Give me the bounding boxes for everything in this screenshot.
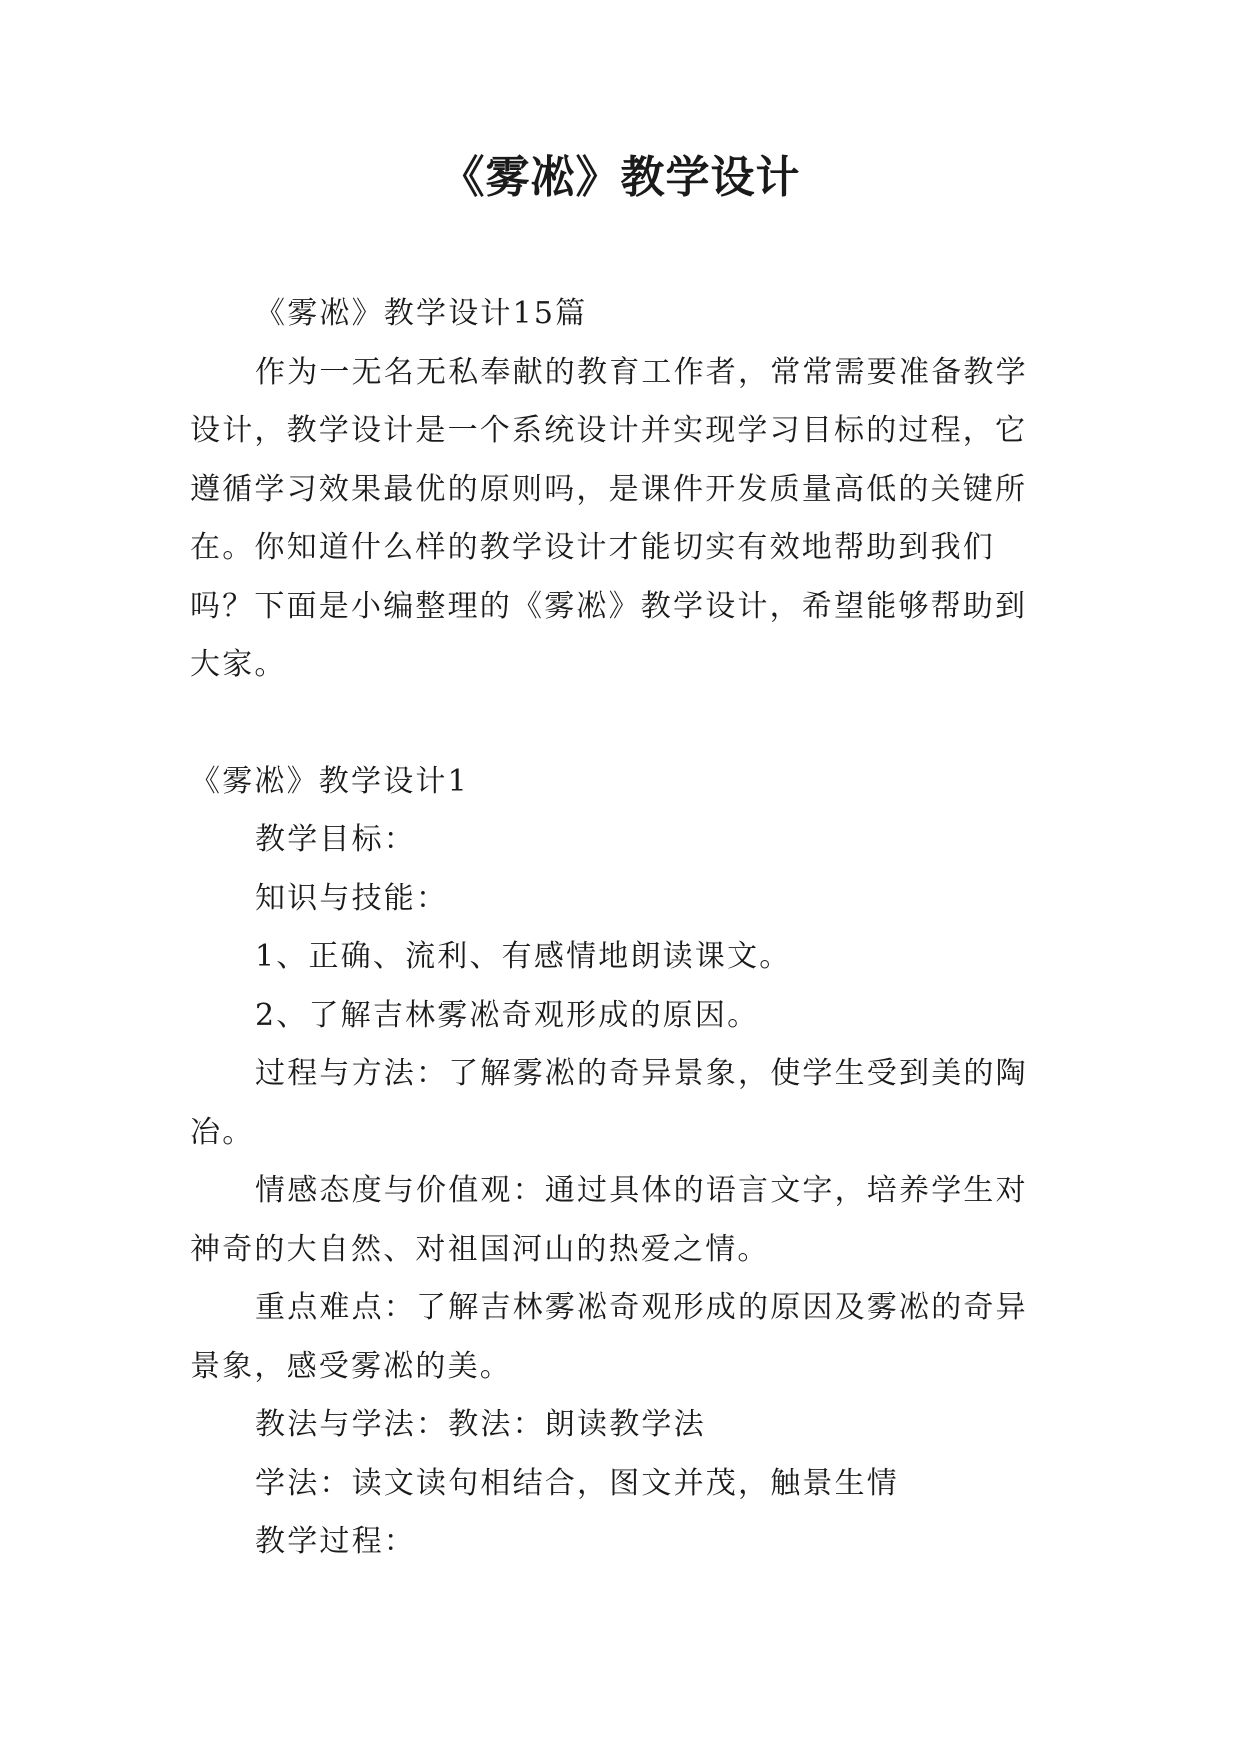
section-line: 重点难点：了解吉林雾凇奇观形成的原因及雾凇的奇异 <box>255 1290 1028 1325</box>
document-body <box>190 285 1060 1572</box>
intro-line: 遵循学习效果最优的原则吗，是课件开发质量高低的关键所 <box>190 471 1028 507</box>
intro-line: 设计，教学设计是一个系统设计并实现学习目标的过程，它 <box>190 413 1028 448</box>
section-line: 情感态度与价值观：通过具体的语言文字，培养学生对 <box>255 1173 1028 1208</box>
intro-line: 吗？下面是小编整理的《雾凇》教学设计，希望能够帮助到 <box>190 588 1028 624</box>
section-line: 2、了解吉林雾凇奇观形成的原因。 <box>255 997 760 1033</box>
intro-line: 作为一无名无私奉献的教育工作者，常常需要准备教学 <box>255 354 1028 390</box>
paragraph-spacer <box>190 695 1060 753</box>
section-heading: 《雾凇》教学设计1 <box>190 763 469 799</box>
section-line: 学法：读文读句相结合，图文并茂，触景生情 <box>255 1465 899 1501</box>
section-line: 景象，感受雾凇的美。 <box>190 1348 512 1384</box>
page-title: 《雾凇》教学设计 <box>440 152 801 203</box>
section-line: 教学过程： <box>255 1524 416 1559</box>
intro-line: 大家。 <box>190 647 287 682</box>
subtitle: 《雾凇》教学设计15篇 <box>255 296 588 331</box>
section-line: 教法与学法：教法：朗读教学法 <box>255 1407 706 1442</box>
section-line: 知识与技能： <box>255 880 449 916</box>
intro-line: 在。你知道什么样的教学设计才能切实有效地帮助到我们 <box>190 530 995 565</box>
section-line: 冶。 <box>190 1114 255 1150</box>
section-line: 1、正确、流利、有感情地朗读课文。 <box>255 939 792 974</box>
section-line: 神奇的大自然、对祖国河山的热爱之情。 <box>190 1231 770 1267</box>
section-line: 教学目标： <box>255 822 416 857</box>
section-line: 过程与方法：了解雾凇的奇异景象，使学生受到美的陶 <box>255 1056 1028 1091</box>
